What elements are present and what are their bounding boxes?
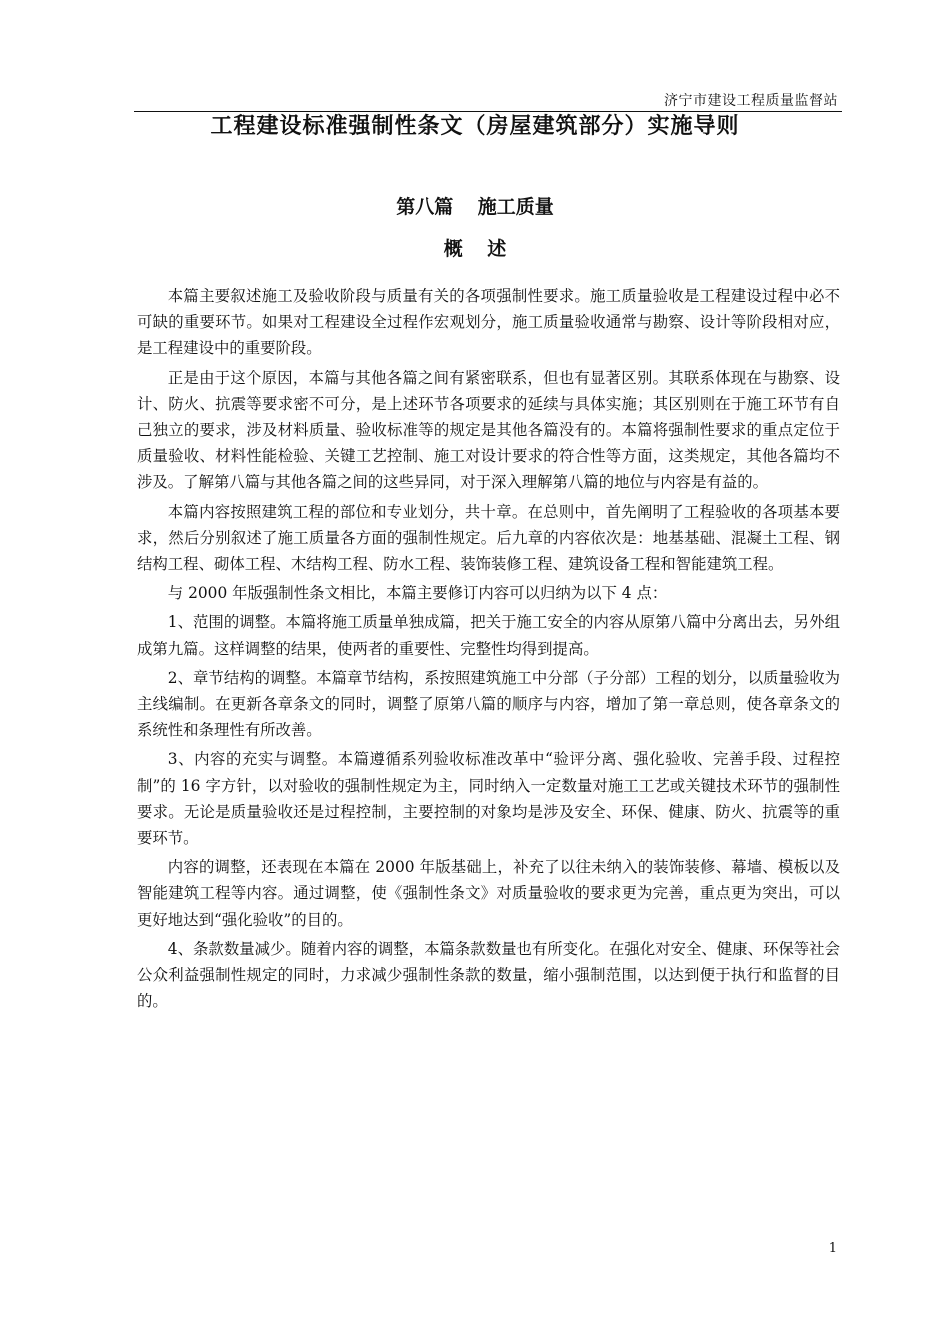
page-number: 1 [828,1241,837,1256]
paragraph-revision-1: 1、范围的调整。本篇将施工质量单独成篇，把关于施工安全的内容从原第八篇中分离出去，另外组成第九篇。这样调整的结果，使两者的重要性、完整性均得到提高。 [137,613,840,658]
paragraph-overview: 本篇主要叙述施工及验收阶段与质量有关的各项强制性要求。施工质量验收是工程建设过程中必不可缺的重要环节。如果对工程建设全过程作宏观划分，施工质量验收通常与勘察、设计等阶段相对应，是工程建设中的重要阶段。 [137,287,840,358]
paragraph-revision-2: 2、章节结构的调整。本篇章节结构，系按照建筑施工中分部（子分部）工程的划分，以质量验收为主线编制。在更新各章条文的同时，调整了原第八篇的顺序与内容，增加了第一章总则，使各章条文的系统性和条理性有所改善。 [137,668,840,740]
paragraph-chapters: 本篇内容按照建筑工程的部位和专业划分，共十章。在总则中，首先阐明了工程验收的各项基本要求，然后分别叙述了施工质量各方面的强制性规定。后九章的内容依次是：地基基础、混凝土工程、钢结构工程、砌体工程、木结构工程、防水工程、装饰装修工程、建筑设备工程和智能建筑工程。 [137,502,840,574]
paragraph-revision-intro: 与 2000 年版强制性条文相比，本篇主要修订内容可以归纳为以下 4 点： [167,584,668,603]
header-organization: 济宁市建设工程质量监督站 [664,93,838,109]
paragraph-revision-3-continued: 内容的调整，还表现在本篇在 2000 年版基础上，补充了以往未纳入的装饰装修、幕墙、模板以及智能建筑工程等内容。通过调整，使《强制性条文》对质量验收的要求更为完善，重点更为突出，可以更好地达到“强化验收”的目的。 [137,858,840,929]
part-title: 第八篇 施工质量 [396,196,554,218]
document-body [137,283,840,1017]
paragraph-relations: 正是由于这个原因，本篇与其他各篇之间有紧密联系，但也有显著区别。其联系体现在与勘察、设计、防火、抗震等要求密不可分，是上述环节各项要求的延续与具体实施；其区别则在于施工环节有自己独立的要求，涉及材料质量、验收标准等的规定是其他各篇没有的。本篇将强制性要求的重点定位于质量验收、材料性能检验、关键工艺控制、施工对设计要求的符合性等方面，这类规定，其他各篇均不涉及。了解第八篇与其他各篇之间的这些异同，对于深入理解第八篇的地位与内容是有益的。 [137,368,840,492]
paragraph-revision-4: 4、条款数量减少。随着内容的调整，本篇条款数量也有所变化。在强化对安全、健康、环保等社会公众利益强制性规定的同时，力求减少强制性条款的数量，缩小强制范围，以达到便于执行和监督的目的。 [137,939,840,1011]
section-title: 概 述 [443,238,507,260]
document-title: 工程建设标准强制性条文（房屋建筑部分）实施导则 [210,114,740,139]
paragraph-revision-3: 3、内容的充实与调整。本篇遵循系列验收标准改革中“验评分离、强化验收、完善手段、过程控制”的 16 字方针，以对验收的强制性规定为主，同时纳入一定数量对施工工艺或关键技术环节的强制性要求。无论是质量验收还是过程控制，主要控制的对象均是涉及安全、环保、健康、防火、抗震等的重要环节。 [137,750,840,848]
